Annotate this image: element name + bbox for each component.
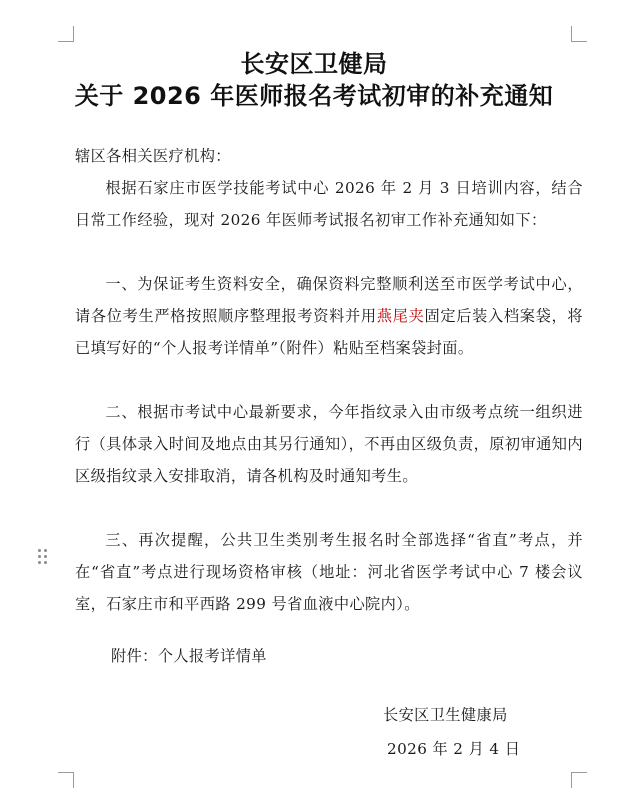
crop-mark-top-right-h — [571, 41, 587, 42]
crop-mark-bottom-right-h — [571, 772, 587, 773]
intro-paragraph: 根据石家庄市医学技能考试中心 2026 年 2 月 3 日培训内容，结合日常工作经验，现对 2026 年医师考试报名初审工作补充通知如下： — [75, 179, 583, 230]
crop-mark-top-right-v — [571, 26, 572, 42]
signature-date: 2026 年 2 月 4 日 — [387, 740, 521, 758]
item-one-highlight: 燕尾夹 — [376, 307, 425, 326]
notice-title: 关于 2026 年医师报名考试初审的补充通知 — [74, 82, 554, 110]
signature-org: 长安区卫生健康局 — [383, 706, 508, 724]
attachment-line: 附件：个人报考详情单 — [111, 647, 267, 665]
item-three-paragraph: 三、再次提醒，公共卫生类别考生报名时全部选择“省直”考点，并在“省直”考点进行现场资格审核（地址：河北省医学考试中心 7 楼会议室，石家庄市和平西路 299 号省血液中心院内）。 — [75, 531, 583, 614]
crop-mark-bottom-right-v — [571, 772, 572, 788]
crop-mark-top-left-h — [58, 41, 74, 42]
item-one-text-before: 一、为保证考生资料安全，确保资料完整顺利送至市医学考试中心，请各位考生严格按照顺序整理报考资料并用 — [75, 275, 583, 326]
item-two-paragraph: 二、根据市考试中心最新要求，今年指纹录入由市级考点统一组织进行（具体录入时间及地点由其另行通知），不再由区级负责，原初审通知内区级指纹录入安排取消，请各机构及时通知考生。 — [75, 403, 583, 486]
crop-mark-bottom-left-h — [58, 772, 74, 773]
crop-mark-bottom-left-v — [73, 772, 74, 788]
crop-mark-top-left-v — [73, 26, 74, 42]
salutation: 辖区各相关医疗机构： — [75, 147, 231, 165]
item-one-text-after: 固定后装入档案袋，将已填写好的“个人报考详情单”（附件）粘贴至档案袋封面。 — [75, 307, 583, 358]
issuing-org-heading: 长安区卫健局 — [240, 50, 388, 78]
item-one-paragraph — [75, 268, 583, 365]
drag-handle-icon[interactable] — [38, 549, 48, 565]
